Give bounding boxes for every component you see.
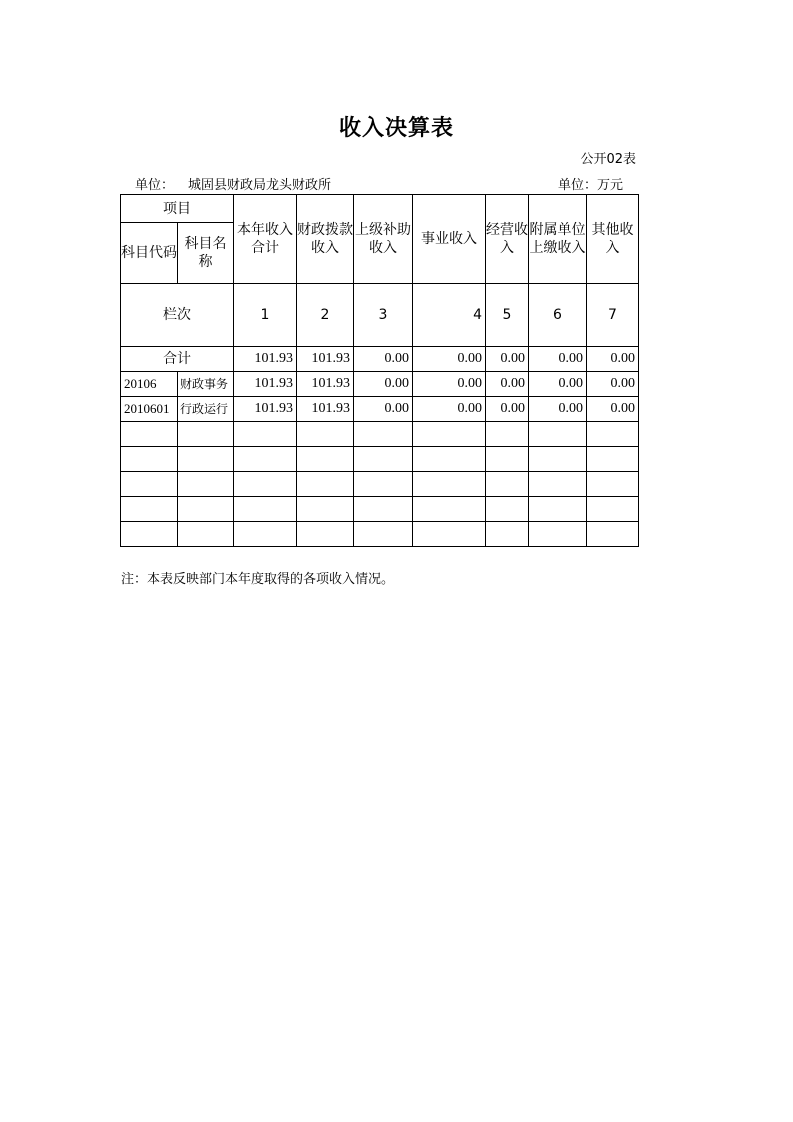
empty-cell: [413, 472, 486, 497]
empty-cell: [413, 447, 486, 472]
subject-code: 2010601: [121, 397, 178, 422]
empty-cell: [234, 447, 297, 472]
cell-value: 0.00: [529, 397, 587, 422]
form-number: 公开02表: [580, 152, 636, 167]
empty-row: [121, 497, 639, 522]
empty-cell: [486, 447, 529, 472]
header-col-4: 事业收入: [413, 195, 486, 284]
empty-cell: [178, 472, 234, 497]
empty-cell: [234, 522, 297, 547]
table-row: [121, 372, 639, 397]
empty-row: [121, 522, 639, 547]
header-col-3: 上级补助收入: [354, 195, 413, 284]
empty-cell: [354, 472, 413, 497]
column-number: 2: [297, 284, 354, 347]
total-value: 101.93: [297, 347, 354, 372]
empty-cell: [486, 497, 529, 522]
empty-cell: [587, 447, 639, 472]
cell-value: 0.00: [354, 397, 413, 422]
subject-code: 20106: [121, 372, 178, 397]
total-value: 0.00: [413, 347, 486, 372]
cell-value: 101.93: [297, 372, 354, 397]
cell-value: 0.00: [587, 397, 639, 422]
empty-cell: [587, 497, 639, 522]
header-name: 科目名称: [178, 223, 234, 284]
empty-row: [121, 422, 639, 447]
empty-cell: [413, 522, 486, 547]
empty-cell: [178, 522, 234, 547]
empty-cell: [121, 522, 178, 547]
empty-cell: [178, 497, 234, 522]
income-table: [120, 194, 639, 547]
empty-cell: [587, 422, 639, 447]
cell-value: 0.00: [486, 397, 529, 422]
empty-cell: [354, 422, 413, 447]
page-title: 收入决算表: [338, 116, 454, 141]
column-number: 4: [413, 284, 486, 347]
cell-value: 101.93: [234, 372, 297, 397]
total-value: 101.93: [234, 347, 297, 372]
empty-cell: [529, 447, 587, 472]
header-col-6: 附属单位上缴收入: [529, 195, 587, 284]
column-number-row: [121, 284, 639, 347]
column-number: 3: [354, 284, 413, 347]
column-number-label: 栏次: [121, 284, 234, 347]
header-row-1: [121, 195, 639, 223]
empty-row: [121, 472, 639, 497]
empty-cell: [529, 422, 587, 447]
currency-unit: 单位：万元: [558, 178, 624, 193]
cell-value: 0.00: [529, 372, 587, 397]
column-number: 5: [486, 284, 529, 347]
empty-cell: [587, 472, 639, 497]
total-label: 合计: [121, 347, 234, 372]
total-row: [121, 347, 639, 372]
empty-cell: [413, 497, 486, 522]
total-value: 0.00: [486, 347, 529, 372]
table-note: 注：本表反映部门本年度取得的各项收入情况。: [121, 572, 395, 587]
column-number: 6: [529, 284, 587, 347]
subject-name: 行政运行: [178, 397, 234, 422]
empty-cell: [529, 497, 587, 522]
empty-cell: [587, 522, 639, 547]
subject-name: 财政事务: [178, 372, 234, 397]
empty-cell: [529, 522, 587, 547]
unit-label: 单位：: [135, 178, 175, 193]
empty-cell: [413, 422, 486, 447]
empty-row: [121, 447, 639, 472]
total-value: 0.00: [354, 347, 413, 372]
empty-cell: [121, 447, 178, 472]
header-col-7: 其他收入: [587, 195, 639, 284]
cell-value: 101.93: [297, 397, 354, 422]
cell-value: 0.00: [587, 372, 639, 397]
cell-value: 0.00: [413, 397, 486, 422]
empty-cell: [486, 472, 529, 497]
header-col-2: 财政拨款收入: [297, 195, 354, 284]
empty-cell: [297, 497, 354, 522]
cell-value: 101.93: [234, 397, 297, 422]
header-col-1: 本年收入合计: [234, 195, 297, 284]
empty-cell: [354, 522, 413, 547]
cell-value: 0.00: [486, 372, 529, 397]
empty-cell: [354, 447, 413, 472]
cell-value: 0.00: [354, 372, 413, 397]
empty-cell: [234, 422, 297, 447]
empty-cell: [234, 497, 297, 522]
total-value: 0.00: [587, 347, 639, 372]
empty-cell: [121, 472, 178, 497]
column-number: 1: [234, 284, 297, 347]
total-value: 0.00: [529, 347, 587, 372]
unit-name: 城固县财政局龙头财政所: [188, 178, 332, 193]
unit-info: [135, 174, 331, 193]
empty-cell: [354, 497, 413, 522]
header-code: 科目代码: [121, 223, 178, 284]
empty-cell: [486, 522, 529, 547]
header-project: 项目: [121, 195, 234, 223]
empty-cell: [121, 497, 178, 522]
empty-cell: [486, 422, 529, 447]
empty-cell: [529, 472, 587, 497]
empty-cell: [234, 472, 297, 497]
empty-cell: [121, 422, 178, 447]
table-row: [121, 397, 639, 422]
empty-cell: [297, 472, 354, 497]
empty-cell: [297, 522, 354, 547]
empty-cell: [178, 447, 234, 472]
header-col-5: 经营收入: [486, 195, 529, 284]
empty-cell: [297, 422, 354, 447]
empty-cell: [178, 422, 234, 447]
column-number: 7: [587, 284, 639, 347]
empty-cell: [297, 447, 354, 472]
cell-value: 0.00: [413, 372, 486, 397]
